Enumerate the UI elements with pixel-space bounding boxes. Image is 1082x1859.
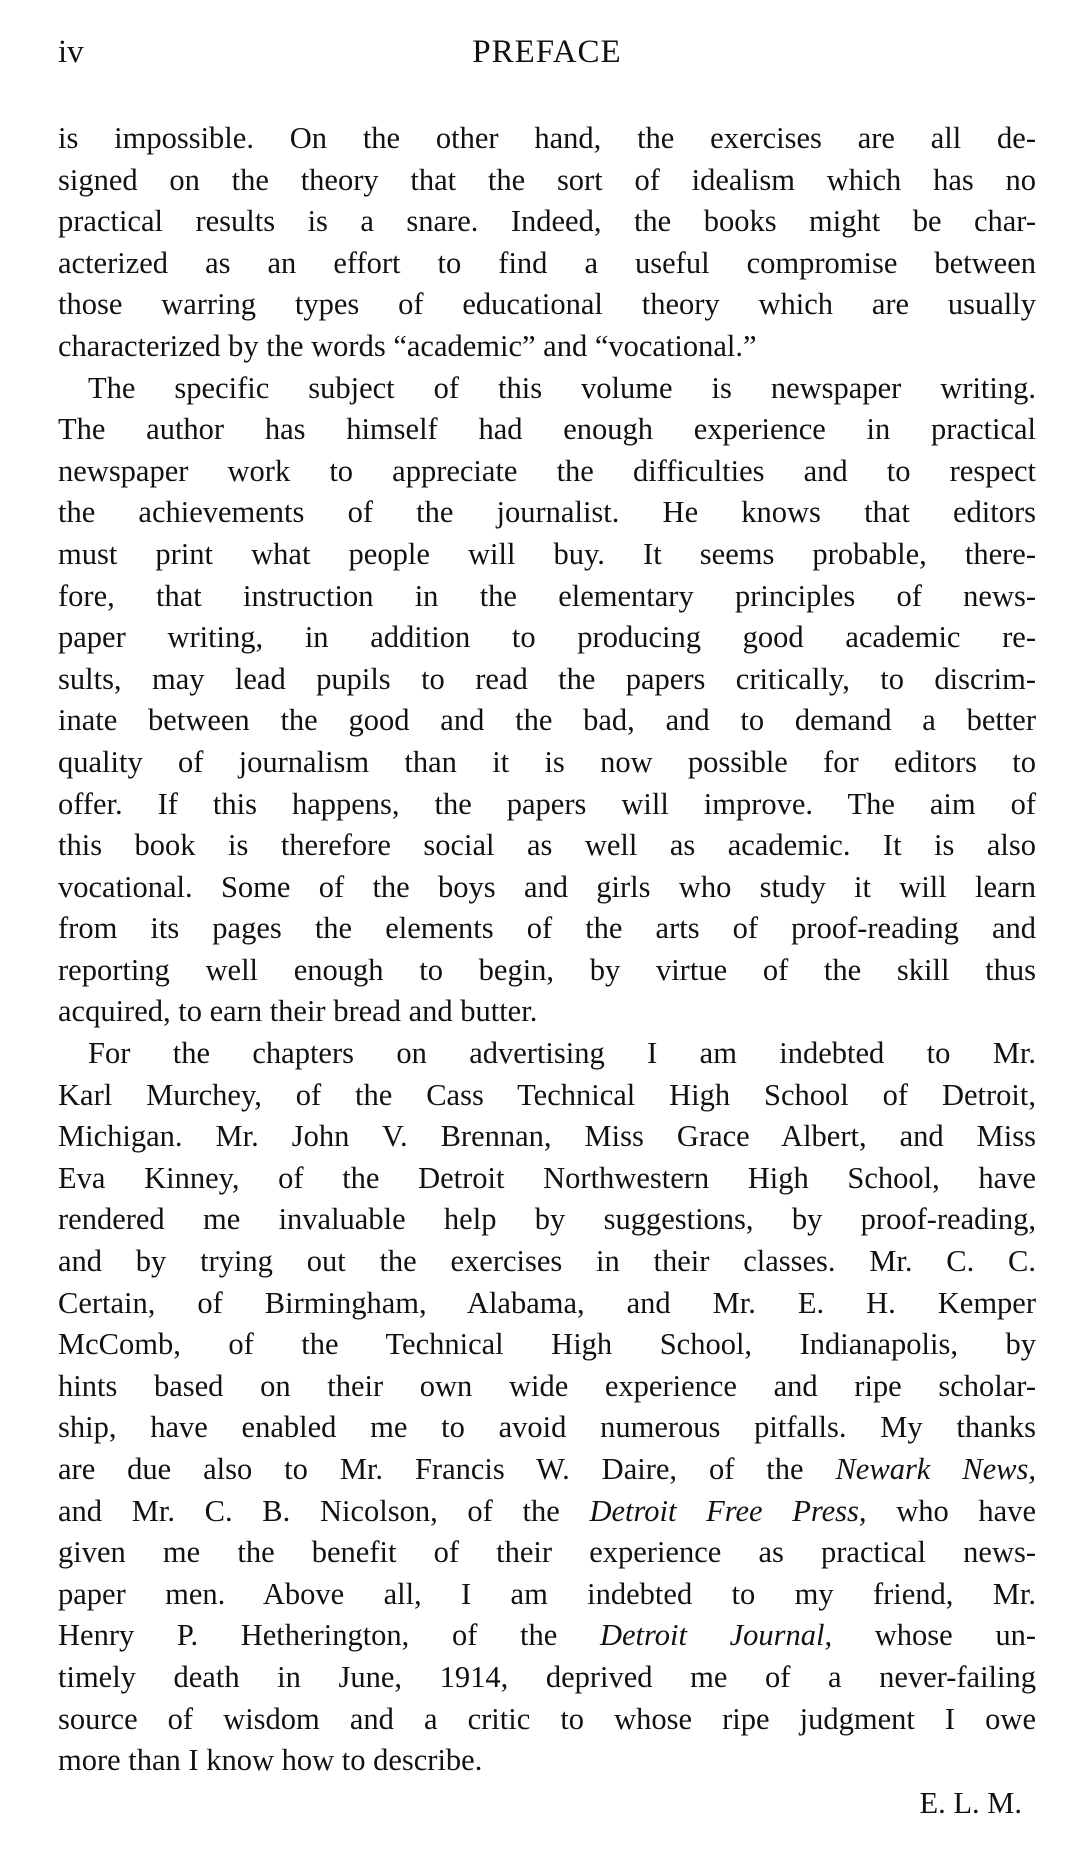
text-segment: rendered me invaluable help by suggestions, by proof-reading, <box>58 1202 1036 1237</box>
text-segment: offer. If this happens, the papers will improve. The aim of <box>58 786 1036 821</box>
text-segment: from its pages the elements of the arts of proof-reading and <box>58 911 1036 946</box>
text-line <box>58 1740 1036 1782</box>
text-line <box>58 576 1036 618</box>
italic-title: Detroit Journal, <box>599 1618 833 1653</box>
text-segment: Henry P. Hetherington, of the <box>58 1618 600 1653</box>
text-segment: paper writing, in addition to producing good academic re- <box>58 620 1036 655</box>
text-line <box>58 1075 1036 1117</box>
text-line <box>58 492 1036 534</box>
text-line <box>58 1366 1036 1408</box>
text-segment: acquired, to earn their bread and butter. <box>58 994 538 1029</box>
text-line <box>58 700 1036 742</box>
text-segment: Michigan. Mr. John V. Brennan, Miss Grace Albert, and Miss <box>58 1119 1036 1154</box>
text-line <box>58 1699 1036 1741</box>
text-segment: reporting well enough to begin, by virtue of the skill thus <box>58 952 1036 987</box>
text-line <box>58 451 1036 493</box>
text-line <box>58 1407 1036 1449</box>
text-segment: fore, that instruction in the elementary principles of news- <box>58 578 1036 613</box>
text-line <box>58 1449 1036 1491</box>
text-line <box>58 908 1036 950</box>
page-title: PREFACE <box>472 34 622 70</box>
paragraph <box>58 1033 1036 1782</box>
text-segment: Eva Kinney, of the Detroit Northwestern High School, have <box>58 1160 1036 1195</box>
text-segment: is impossible. On the other hand, the exercises are all de- <box>58 121 1036 155</box>
text-segment: inate between the good and the bad, and to demand a better <box>58 703 1036 738</box>
text-line <box>58 243 1036 285</box>
text-line <box>58 409 1036 451</box>
text-segment: quality of journalism than it is now possible for editors to <box>58 744 1036 779</box>
text-segment: For the chapters on advertising I am indebted to Mr. <box>88 1036 1036 1071</box>
text-segment: Certain, of Birmingham, Alabama, and Mr. E. H. Kemper <box>58 1285 1036 1320</box>
text-line <box>58 326 1036 368</box>
text-segment: paper men. Above all, I am indebted to my friend, Mr. <box>58 1576 1036 1611</box>
text-line <box>58 201 1036 243</box>
text-line <box>58 1241 1036 1283</box>
italic-title: Detroit Free Press, <box>589 1493 867 1528</box>
text-segment: newspaper work to appreciate the difficulties and to respect <box>58 453 1036 488</box>
text-segment: more than I know how to describe. <box>58 1743 483 1778</box>
text-segment: signed on the theory that the sort of idealism which has no <box>58 162 1036 197</box>
text-segment: the achievements of the journalist. He knows that editors <box>58 495 1036 530</box>
text-segment: and by trying out the exercises in their classes. Mr. C. C. <box>58 1244 1036 1279</box>
text-segment: and Mr. C. B. Nicolson, of the <box>58 1493 590 1528</box>
text-segment: acterized as an effort to find a useful compromise between <box>58 245 1036 280</box>
author-signature: E. L. M. <box>919 1786 1022 1820</box>
text-line <box>58 1574 1036 1616</box>
text-segment: who have <box>866 1493 1037 1528</box>
text-line <box>58 534 1036 576</box>
text-line <box>58 991 1036 1033</box>
paragraph <box>58 368 1036 1034</box>
text-line <box>58 1615 1036 1657</box>
text-line <box>58 1657 1036 1699</box>
text-segment: Karl Murchey, of the Cass Technical High School of Detroit, <box>58 1077 1036 1112</box>
text-line <box>58 950 1036 992</box>
text-line <box>58 1283 1036 1325</box>
text-line <box>58 867 1036 909</box>
text-segment: must print what people will buy. It seems probable, there- <box>58 536 1036 571</box>
text-segment: this book is therefore social as well as academic. It is also <box>58 828 1036 863</box>
text-line <box>58 1033 1036 1075</box>
text-line <box>58 118 1036 160</box>
text-line <box>58 617 1036 659</box>
text-line <box>58 1532 1036 1574</box>
text-line <box>58 742 1036 784</box>
text-line <box>58 160 1036 202</box>
text-segment: ship, have enabled me to avoid numerous pitfalls. My thanks <box>58 1410 1036 1445</box>
text-segment: whose un- <box>832 1618 1036 1653</box>
text-segment: The author has himself had enough experience in practical <box>58 412 1036 447</box>
text-segment: McComb, of the Technical High School, Indianapolis, by <box>58 1327 1036 1362</box>
text-segment: those warring types of educational theory which are usually <box>58 287 1036 322</box>
text-segment: The specific subject of this volume is newspaper writing. <box>88 370 1036 405</box>
text-line <box>58 1199 1036 1241</box>
running-header <box>58 34 1036 84</box>
text-segment: characterized by the words “academic” and “vocational.” <box>58 328 757 363</box>
text-segment: practical results is a snare. Indeed, the books might be char- <box>58 204 1036 239</box>
text-segment: timely death in June, 1914, deprived me of a never-failing <box>58 1659 1036 1694</box>
text-line <box>58 784 1036 826</box>
text-line <box>58 368 1036 410</box>
text-line <box>58 659 1036 701</box>
text-segment: sults, may lead pupils to read the papers critically, to discrim- <box>58 661 1036 696</box>
text-line <box>58 1116 1036 1158</box>
text-line <box>58 1158 1036 1200</box>
text-segment: vocational. Some of the boys and girls who study it will learn <box>58 869 1036 904</box>
text-segment: are due also to Mr. Francis W. Daire, of the <box>58 1452 836 1486</box>
text-segment: hints based on their own wide experience and ripe scholar- <box>58 1368 1036 1403</box>
text-line <box>58 284 1036 326</box>
preface-body <box>58 118 1036 1782</box>
italic-title: Newark News, <box>835 1452 1036 1486</box>
paragraph <box>58 118 1036 368</box>
text-segment: given me the benefit of their experience as practical news- <box>58 1535 1036 1570</box>
text-segment: source of wisdom and a critic to whose ripe judgment I owe <box>58 1701 1036 1736</box>
page-number: iv <box>58 34 84 70</box>
text-line <box>58 1324 1036 1366</box>
text-line <box>58 825 1036 867</box>
text-line <box>58 1491 1036 1533</box>
